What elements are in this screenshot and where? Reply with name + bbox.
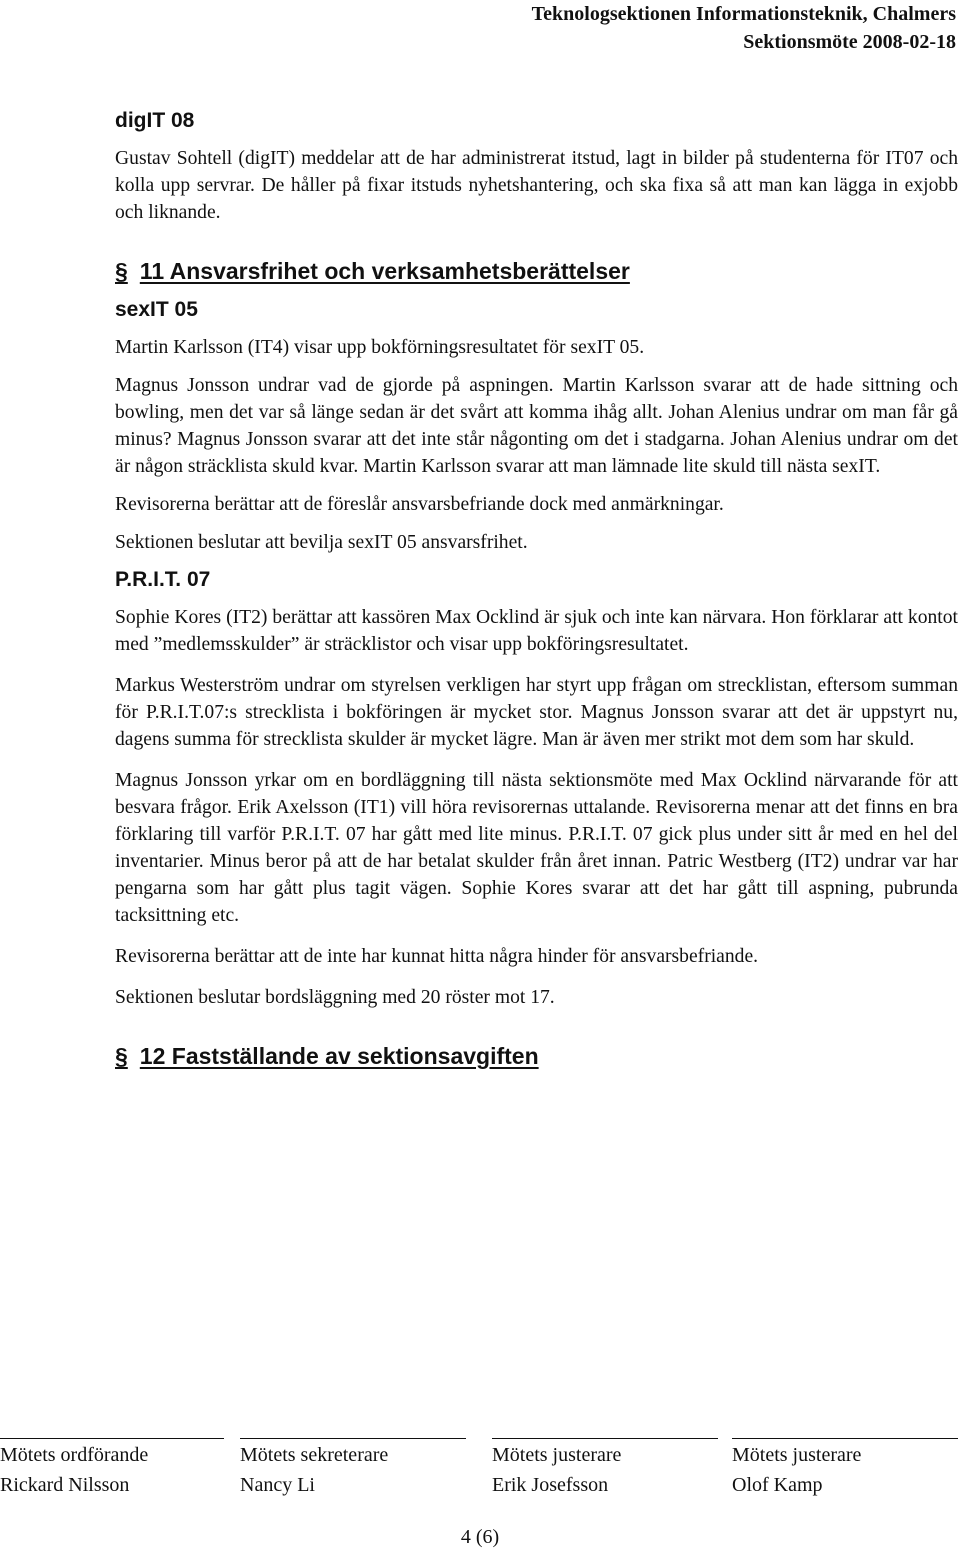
- signature-line: [0, 1438, 224, 1439]
- signature-line: [732, 1438, 958, 1439]
- sexit-paragraph-2: Magnus Jonsson undrar vad de gjorde på aspningen. Martin Karlsson svarar att de hade sittning och bowling, men det var så länge sedan är det svårt att komma ihåg allt. Johan Alenius undrar om man får gå minus? Magnus Jonsson svarar att det inte står någonting om det i stadgarna. Johan Alenius undrar om det är någon sträcklista skuld kvar. Martin Karlsson svarar att man lämnade lite skuld till nästa sexIT.: [115, 375, 958, 477]
- sexit-paragraph-4: Sektionen beslutar att bevilja sexIT 05 ansvarsfrihet.: [115, 532, 528, 553]
- section-12-title: 12 Fastställande av sektionsavgiften: [139, 1043, 539, 1069]
- section-12-heading: [115, 1041, 958, 1071]
- prit-heading: P.R.I.T. 07: [115, 568, 211, 591]
- prit-paragraph-4: Revisorerna berättar att de inte har kunnat hitta några hinder för ansvarsbefriande.: [115, 946, 759, 967]
- sexit-paragraph-1: Martin Karlsson (IT4) visar upp bokförningsresultatet för sexIT 05.: [115, 337, 645, 358]
- signature-line: [240, 1438, 466, 1439]
- page-number: 4 (6): [460, 1526, 500, 1548]
- signature-role: Mötets ordförande: [0, 1444, 149, 1466]
- signature-adjuster-1: [492, 1440, 621, 1500]
- header-meeting-date: Sektionsmöte 2008-02-18: [743, 31, 956, 53]
- section-sign: §: [115, 258, 128, 284]
- signature-name: Nancy Li: [240, 1474, 315, 1496]
- prit-paragraph-2: Markus Westerström undrar om styrelsen verkligen har styrt upp frågan om strecklistan, eftersom summan för P.R.I.T.07:s strecklista i bokföringen är mycket stor. Magnus Jonsson svarar att det är uppstyrt nu, dagens summa för strecklista skulder är mycket lägre. Man är även mer strikt mot dem som har skuld.: [115, 675, 958, 750]
- digit-heading: digIT 08: [115, 109, 195, 132]
- signature-adjuster-2: [732, 1440, 861, 1500]
- header-organization: Teknologsektionen Informationsteknik, Chalmers: [531, 3, 956, 25]
- signature-role: Mötets justerare: [492, 1444, 622, 1466]
- signature-block: [0, 1418, 960, 1498]
- signature-line: [492, 1438, 718, 1439]
- signature-name: Rickard Nilsson: [0, 1474, 130, 1496]
- digit-paragraph: Gustav Sohtell (digIT) meddelar att de har administrerat itstud, lagt in bilder på studenterna för IT07 och kolla upp servrar. De håller på fixar itstuds nyhetshantering, och ska fixa så att man kan lägga in exjobb och liknande.: [115, 148, 958, 223]
- section-11-title: 11 Ansvarsfrihet och verksamhetsberättelser: [139, 258, 630, 284]
- section-11-heading: [115, 256, 958, 286]
- sexit-paragraph-3: Revisorerna berättar att de föreslår ansvarsbefriande dock med anmärkningar.: [115, 494, 724, 515]
- signature-name: Erik Josefsson: [492, 1474, 609, 1496]
- document-body: [115, 108, 958, 1071]
- prit-paragraph-3: Magnus Jonsson yrkar om en bordläggning till nästa sektionsmöte med Max Ocklind närvarande för att besvara frågor. Erik Axelsson (IT1) vill höra revisorernas uttalande. Revisorerna menar att det finns en bra förklaring till varför P.R.I.T. 07 har gått med lite minus. P.R.I.T. 07 gick plus under sitt år med en hel del inventarier. Minus beror på att de har betalat skulder från året innan. Patric Westberg (IT2) undrar var har pengarna som har gått plus tagit vägen. Sophie Kores svarar att det har gått till aspning, pubrunda tacksittning etc.: [115, 770, 958, 926]
- signature-secretary: [240, 1440, 388, 1500]
- signature-role: Mötets justerare: [732, 1444, 862, 1466]
- sexit-heading: sexIT 05: [115, 298, 198, 321]
- section-sign: §: [115, 1043, 128, 1069]
- signature-role: Mötets sekreterare: [240, 1444, 389, 1466]
- signature-chair: [0, 1440, 148, 1500]
- signature-name: Olof Kamp: [732, 1474, 823, 1496]
- page-header: [532, 0, 956, 56]
- prit-paragraph-5: Sektionen beslutar bordsläggning med 20 röster mot 17.: [115, 987, 555, 1008]
- prit-paragraph-1: Sophie Kores (IT2) berättar att kassören Max Ocklind är sjuk och inte kan närvara. Hon förklarar att kontot med ”medlemsskulder” är sträcklistor och visar upp bokföringsresultatet.: [115, 607, 958, 655]
